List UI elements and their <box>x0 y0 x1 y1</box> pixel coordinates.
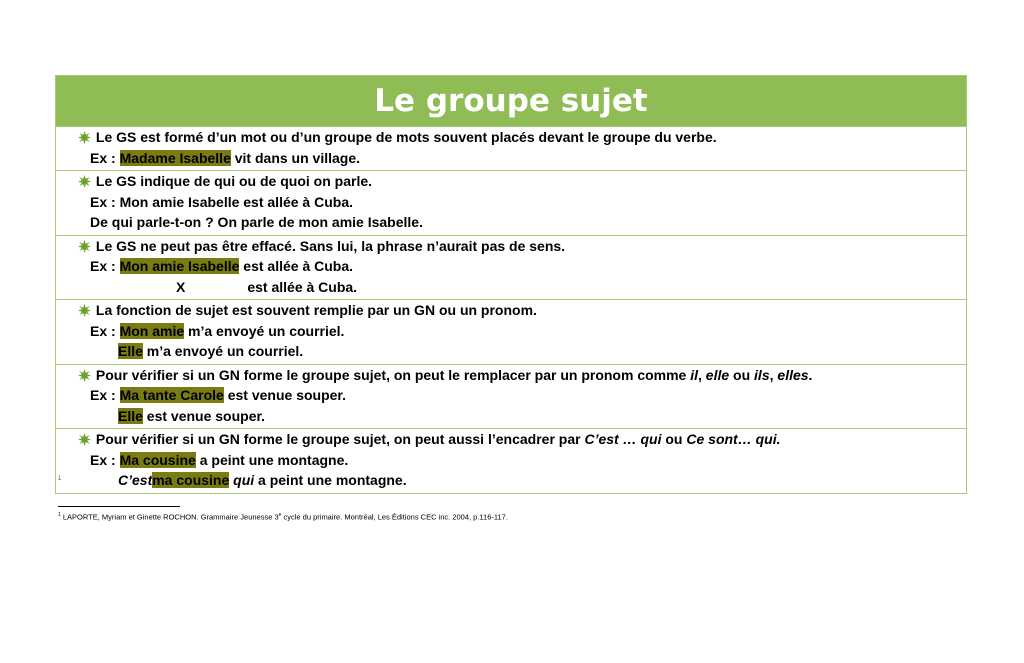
example-prefix: Ex : <box>90 322 116 339</box>
subject-highlight: Mon amie Isabelle <box>119 258 240 274</box>
example-question: De qui parle-t-on ? On parle de mon amie Isabelle. <box>90 214 423 230</box>
example-prefix: Ex : <box>90 258 116 274</box>
example-line <box>56 385 966 406</box>
subject-highlight: Ma cousine <box>119 451 196 468</box>
rule-text: Pour vérifier si un GN forme le groupe sujet, on peut aussi l’encadrer par C’est … qui ou Ce sont… qui. <box>95 431 781 447</box>
subject-highlight: Elle <box>118 343 143 359</box>
rule-line <box>56 171 966 192</box>
footnote-superscript: e <box>278 512 282 518</box>
rule-row <box>56 235 966 300</box>
subject-highlight: Mon amie <box>119 322 185 339</box>
example-rest: a peint une montagne. <box>199 451 349 468</box>
example-line <box>56 256 966 277</box>
frame-word: qui <box>233 472 255 488</box>
green-starburst-icon <box>78 369 91 382</box>
example-rest: a peint une montagne. <box>258 472 407 488</box>
example-rest: m’a envoyé un courriel. <box>188 322 345 339</box>
rule-row <box>56 364 966 429</box>
footnote-text: LAPORTE, Myriam et Ginette ROCHON. Grammaire Jeunesse 3 <box>62 512 279 522</box>
example-line <box>56 341 966 362</box>
example-rest: est allée à Cuba. <box>243 258 354 274</box>
rule-line <box>56 300 966 321</box>
rule-row <box>56 428 966 493</box>
footnote-marker: 1 <box>58 476 62 482</box>
subject-highlight: Elle <box>118 407 143 424</box>
subject-highlight: ma cousine <box>152 472 230 488</box>
green-starburst-icon <box>78 240 91 253</box>
example-prefix: Ex : <box>90 387 116 403</box>
example-rest: vit dans un village. <box>234 149 361 166</box>
rule-row <box>56 170 966 235</box>
rule-text: Pour vérifier si un GN forme le groupe sujet, on peut le remplacer par un pronom comme il, elle ou ils, elles. <box>95 366 813 383</box>
rule-line <box>56 429 966 450</box>
rule-line <box>56 236 966 257</box>
example-rest: est venue souper. <box>146 407 266 424</box>
rule-text: Le GS ne peut pas être effacé. Sans lui, la phrase n’aurait pas de sens. <box>95 237 566 254</box>
example-prefix: Ex : <box>90 149 116 166</box>
example-erased-line <box>56 277 966 298</box>
rule-text: Le GS indique de qui ou de quoi on parle. <box>95 173 373 189</box>
green-starburst-icon <box>78 175 91 188</box>
rule-text: Le GS est formé d’un mot ou d’un groupe de mots souvent placés devant le groupe du verbe. <box>95 129 717 145</box>
subject-highlight: Ma tante Carole <box>119 387 224 403</box>
footnote-number: 1 <box>58 512 61 518</box>
example-line <box>56 470 966 491</box>
rule-text: La fonction de sujet est souvent remplie par un GN ou un pronom. <box>95 302 537 318</box>
example-rest: m’a envoyé un courriel. <box>146 343 304 359</box>
example-line: Ex : Mon amie Isabelle est allée à Cuba. <box>90 193 353 210</box>
example-rest: est allée à Cuba. <box>247 278 358 295</box>
footnote <box>58 512 508 522</box>
green-starburst-icon <box>78 433 91 446</box>
subject-highlight: Madame Isabelle <box>119 149 231 166</box>
green-starburst-icon <box>78 304 91 317</box>
frame-word: C’est <box>118 472 153 488</box>
green-starburst-icon <box>78 131 91 144</box>
example-prefix: Ex : <box>90 451 116 468</box>
example-rest: est venue souper. <box>227 387 346 403</box>
rule-row <box>56 299 966 364</box>
rule-line <box>56 365 966 386</box>
erased-mark: X <box>176 278 186 295</box>
example-line <box>56 450 966 471</box>
example-line <box>56 148 966 169</box>
example-line <box>56 321 966 342</box>
rules-table <box>55 75 967 494</box>
example-line <box>56 406 966 427</box>
footnote-divider <box>58 506 180 507</box>
page-title: Le groupe sujet <box>56 76 966 126</box>
footnote-text: cycle du primaire. Montréal, Les Éditions CEC inc. 2004, p.116-117. <box>281 512 508 522</box>
rule-line <box>56 127 966 148</box>
rule-row <box>56 126 966 170</box>
